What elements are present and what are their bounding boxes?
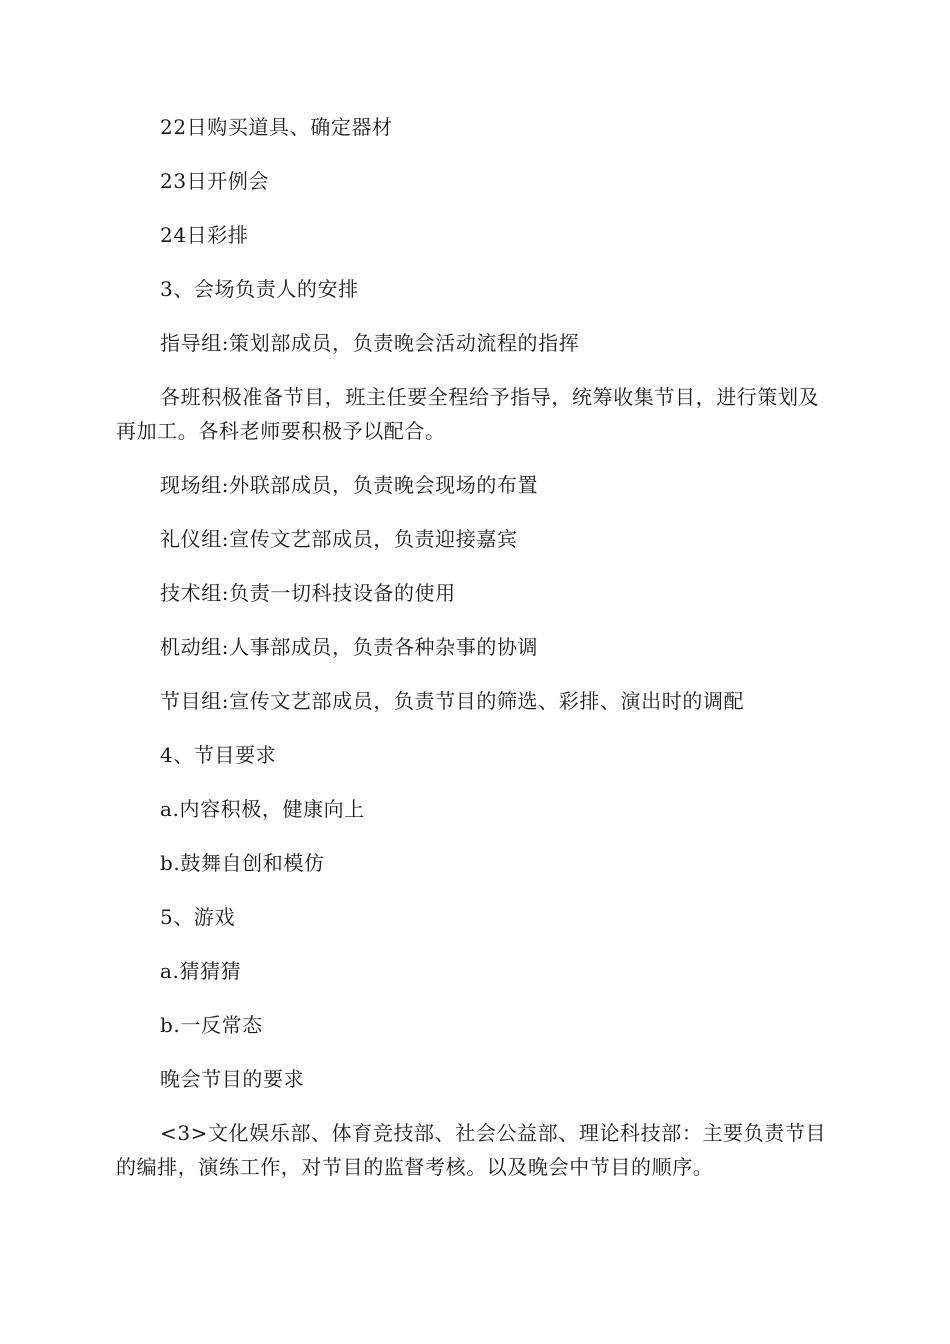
paragraph-rehearsal: 24日彩排 — [160, 223, 249, 247]
paragraph-class-preparation: 各班积极准备节目，班主任要全程给予指导，统筹收集节目，进行策划及再加工。各科老师要积极予以配合。 — [116, 385, 820, 443]
paragraph-purchase-props: 22日购买道具、确定器材 — [160, 115, 393, 139]
paragraph-meeting: 23日开例会 — [160, 169, 270, 193]
paragraph-mobile-group: 机动组:人事部成员，负责各种杂事的协调 — [160, 635, 539, 659]
section-heading-evening-program: 晚会节目的要求 — [160, 1067, 305, 1091]
list-item-guessing-game: a.猜猜猜 — [160, 959, 242, 983]
section-heading-program-requirements: 4、节目要求 — [160, 743, 277, 767]
paragraph-tech-group: 技术组:负责一切科技设备的使用 — [160, 581, 456, 605]
document-body — [116, 110, 834, 1204]
paragraph-etiquette-group: 礼仪组:宣传文艺部成员，负责迎接嘉宾 — [160, 527, 518, 551]
list-item-positive-content: a.内容积极，健康向上 — [160, 797, 365, 821]
paragraph-program-group: 节目组:宣传文艺部成员，负责节目的筛选、彩排、演出时的调配 — [160, 689, 745, 713]
paragraph-site-group: 现场组:外联部成员，负责晚会现场的布置 — [160, 473, 539, 497]
list-item-originality: b.鼓舞自创和模仿 — [160, 851, 325, 875]
section-heading-venue-staff: 3、会场负责人的安排 — [160, 277, 359, 301]
section-heading-games: 5、游戏 — [160, 905, 236, 929]
paragraph-department-duties: <3>文化娱乐部、体育竞技部、社会公益部、理论科技部：主要负责节目的编排，演练工作，对节目的监督考核。以及晚会中节目的顺序。 — [116, 1121, 827, 1179]
list-item-opposite-game: b.一反常态 — [160, 1013, 263, 1037]
paragraph-guidance-group: 指导组:策划部成员，负责晚会活动流程的指挥 — [160, 331, 580, 355]
